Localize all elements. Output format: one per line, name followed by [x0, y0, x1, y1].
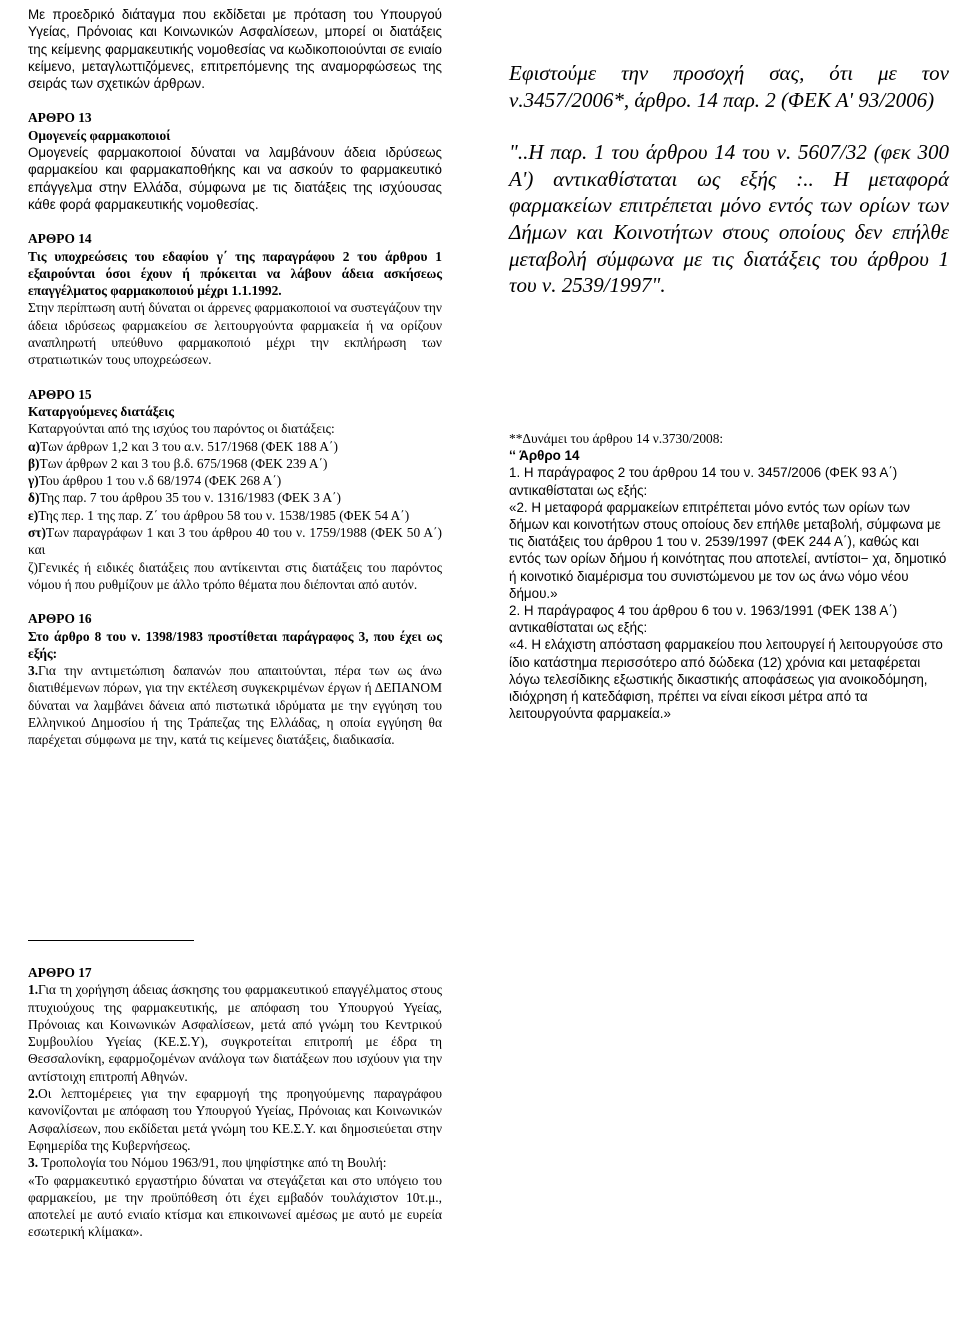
repeal-item: ζ)Γενικές ή ειδικές διατάξεις που αντίκεινται στις διατάξεις του παρόντος νόμου ή που ρυθμίζουν με άλλο τρόπο θέματα που διέπονται από αυτόν.	[28, 559, 442, 592]
article-16-body: 3.Για την αντιμετώπιση δαπανών που απαιτούνται, πέρα των ως άνω διατιθέμενων πόρων, για την εκτέλεση συγκεκριμένων έργων ή ΔΕΠΑΝΟΜ δύναται να λαμβάνει δάνεια από πιστωτικά ιδρύματα με την εγγύηση του Ελληνικού Δημοσίου ή της Τράπεζας της Ελλάδας, η οποία εγγύηση θα παρέχεται σύμφωνα με την, κατά τις κείμενες διατάξεις, διαδικασία.	[28, 663, 442, 748]
transfer-note	[509, 60, 949, 299]
repeal-item: δ)Της παρ. 7 του άρθρου 35 του ν. 1316/1983 (ΦΕΚ 3 Α΄)	[28, 490, 341, 506]
amendment-paragraph: 1. Η παράγραφος 2 του άρθρου 14 του ν. 3457/2006 (ΦΕΚ 93 Α΄) αντικαθίσταται ως εξής:	[509, 465, 898, 498]
amendment-paragraph: «4. Η ελάχιστη απόσταση φαρμακείου που λειτουργεί ή λειτουργούσε στο ίδιο κατάστημα περισσότερο από δώδεκα (12) χρόνια και μεταφέρεται λόγω τελεσίδικης εξωστικής δικαστικής αποφάσεως για ανοικοδόμηση, ιδιόχρηση ή κατεδάφιση, πρέπει να είναι είκοσι μέτρα από τα λειτουργούντα φαρμακεία.»	[509, 637, 943, 722]
article-14-body: Στην περίπτωση αυτή δύναται οι άρρενες φαρμακοποιοί να συστεγάζουν την άδεια ιδρύσεως φαρμακείου σε λειτουργούντα φαρμακεία ή να ορίζουν αναπληρωτή υπεύθυνο φαρμακοποιό μέχρι την εκπλήρωση των στρατιωτικών τους υποχρεώσεων.	[28, 300, 442, 368]
article-17-paragraph: 2.Οι λεπτομέρειες για την εφαρμογή της προηγούμενης παραγράφου κανονίζονται με απόφαση του Υπουργού Υγείας, Πρόνοιας και Κοινωνικών Ασφαλίσεων, που εκδίδεται μετά γνώμη του ΚΕ.Σ.Υ. και δημοσιεύεται στην Εφημερίδα της Κυβερνήσεως.	[28, 1086, 442, 1153]
article-15-body: Καταργούνται από της ισχύος του παρόντος οι διατάξεις:	[28, 421, 335, 437]
article-13-heading: ΑΡΘΡΟ 13	[28, 110, 92, 126]
repeal-item: β)Των άρθρων 2 και 3 του β.δ. 675/1968 (ΦΕΚ 239 Α΄)	[28, 455, 328, 471]
article-16-heading: ΑΡΘΡΟ 16	[28, 611, 92, 627]
article-14-subtitle: Τις υποχρεώσεις του εδαφίου γ΄ της παραγράφου 2 του άρθρου 1 εξαιρούνται όσοι έχουν ή πρόκειται να λάβουν άδεια ασκήσεως επαγγέλματος φαρμακοποιού μέχρι 1.1.1992.	[28, 248, 442, 299]
article-17-paragraph: 3. Τροπολογία του Νόμου 1963/91, που ψηφίστηκε από τη Βουλή:	[28, 1155, 387, 1171]
article-17-paragraph: 1.Για τη χορήγηση άδειας άσκησης του φαρμακευτικού επαγγέλματος στους πτυχιούχους της φαρμακευτικής, με απόφαση του Υπουργού Υγείας, Πρόνοιας και Κοινωνικών Ασφαλίσεων, μετά από γνώμη του Κεντρικού Συμβουλίου Υγείας (ΚΕ.Σ.Υ), συγκροτείται επιτροπή με έδρα τη Θεσσαλονίκη, εφαρμοζομένων ανάλογα των διατάξεων που ισχύουν για την αντίστοιχη επιτροπή Αθηνών.	[28, 982, 442, 1084]
amendment-title: **Δυνάμει του άρθρου 14 ν.3730/2008:	[509, 431, 724, 446]
article-16-subtitle: Στο άρθρο 8 του ν. 1398/1983 προστίθεται παράγραφος 3, που έχει ως εξής:	[28, 628, 442, 661]
article-13-subtitle: Ομογενείς φαρμακοποιοί	[28, 127, 171, 143]
article-15-heading: ΑΡΘΡΟ 15	[28, 386, 92, 402]
amendment-paragraph: 2. Η παράγραφος 4 του άρθρου 6 του ν. 1963/1991 (ΦΕΚ 138 Α΄) αντικαθίσταται ως εξής:	[509, 603, 898, 636]
transfer-note-quote: "..Η παρ. 1 του άρθρου 14 του ν. 5607/32 (φεκ 300 Α') αντικαθίσταται ως εξής :.. Η μεταφορά φαρμακείων επιτρέπεται μόνο εντός των ορίων των Δήμων και Κοινοτήτων στους οποίους δεν επήλθε μεταβολή σύμφωνα με τις διατάξεις του άρθρου 1 του ν. 2539/1997".	[509, 140, 949, 298]
article-15-subtitle: Καταργούμενες διατάξεις	[28, 403, 175, 419]
transfer-note-intro: Εφιστούμε την προσοχή σας, ότι με τον ν.3457/2006*, άρθρο. 14 παρ. 2 (ΦΕΚ Α' 93/2006)	[509, 61, 949, 112]
repeal-item: στ)Των παραγράφων 1 και 3 του άρθρου 40 του ν. 1759/1988 (ΦΕΚ 50 Α΄) και	[28, 525, 442, 558]
amendment-block	[509, 430, 949, 722]
article-13-body: Ομογενείς φαρμακοποιοί δύναται να λαμβάνουν άδεια ιδρύσεως φαρμακείου και φαρμακαποθήκης και να ασκούν το φαρμακευτικό επάγγελμα στην Ελλάδα, σύμφωνα με τις διατάξεις της ισχύουσας κάθε φορά φαρμακευτικής νομοθεσίας.	[28, 145, 442, 212]
article-14-heading: ΑΡΘΡΟ 14	[28, 231, 92, 247]
left-column	[28, 6, 442, 749]
amendment-heading: ‘‘ Άρθρο 14	[509, 448, 580, 464]
article-17-heading: ΑΡΘΡΟ 17	[28, 965, 92, 980]
section-divider	[28, 940, 194, 941]
intro-paragraph: Με προεδρικό διάταγμα που εκδίδεται με πρόταση του Υπουργού Υγείας, Πρόνοιας και Κοινωνικών Ασφαλίσεων, μπορεί οι διατάξεις της κείμενης φαρμακευτικής νομοθεσίας να κωδικοποιούνται σε ενιαίο κείμενο, μεταγλωττιζόμενες, επιτρεπόμενης της αναμορφώσεως της σειράς των σχετικών άρθρων.	[28, 7, 442, 92]
amendment-paragraph: «2. Η μεταφορά φαρμακείων επιτρέπεται μόνο εντός των ορίων των δήμων και κοινοτήτων στους οποίους δεν επήλθε μεταβολή, σύμφωνα με τις διατάξεις του άρθρου 1 του ν. 2539/1997 (ΦΕΚ 244 Α΄), καθώς και εντός των ορίων δήμου ή κοινότητας που αποτελεί, αντίστοι− χα, δημοτικό ή κοινοτικό διαμέρισμα του συνιστώμενου με τον ως άνω νόμο νέου δήμου.»	[509, 499, 947, 601]
repeal-item: α)Των άρθρων 1,2 και 3 του α.ν. 517/1968 (ΦΕΚ 188 Α΄)	[28, 438, 338, 454]
article-17-section	[28, 964, 442, 1241]
repeal-item: ε)Της περ. 1 της παρ. Ζ΄ του άρθρου 58 του ν. 1538/1985 (ΦΕΚ 54 Α΄)	[28, 507, 410, 523]
repeal-item: γ)Του άρθρου 1 του ν.δ 68/1974 (ΦΕΚ 268 Α΄)	[28, 473, 282, 489]
article-17-quote: «Το φαρμακευτικό εργαστήριο δύναται να στεγάζεται και στο υπόγειο του φαρμακείου, με την προϋπόθεση ότι έχει εμβαδόν τουλάχιστον 10τ.μ., αποτελεί με αυτό ενιαίο κτίσμα και επικοινωνεί αμέσως με αυτό με ευρεία εσωτερική κλίμακα».	[28, 1172, 442, 1240]
